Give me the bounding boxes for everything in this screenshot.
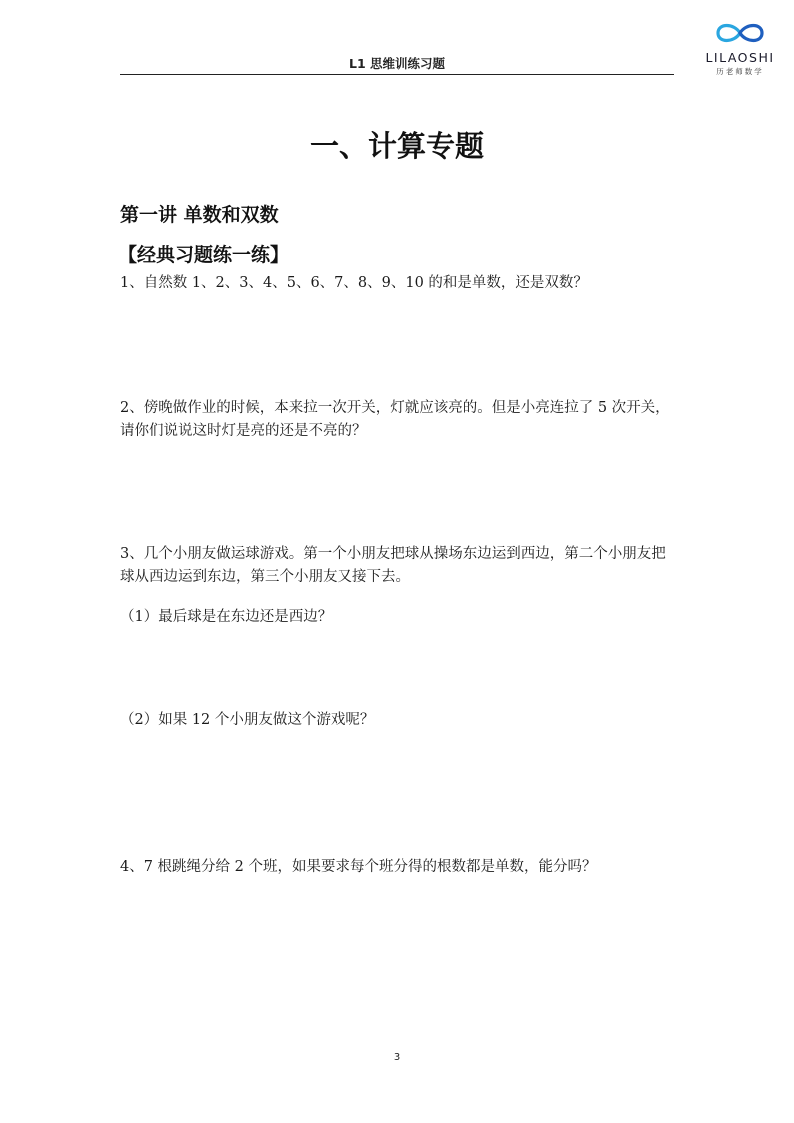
question-3-sub-2: （2）如果 12 个小朋友做这个游戏呢？ bbox=[120, 712, 375, 728]
infinity-logo-icon bbox=[710, 18, 770, 48]
question-3: 3、几个小朋友做运球游戏。第一个小朋友把球从操场东边运到西边，第二个小朋友把球从西边运到东边，第三个小朋友又接下去。 bbox=[120, 546, 666, 585]
logo-wordmark: LILAOSHI bbox=[705, 50, 775, 65]
lilaoshi-logo bbox=[700, 16, 780, 78]
lecture-title: 第一讲 单数和双数 bbox=[120, 204, 279, 226]
question-4: 4、7 根跳绳分给 2 个班，如果要求每个班分得的根数都是单数，能分吗？ bbox=[120, 859, 597, 875]
chapter-title: 一、计算专题 bbox=[309, 129, 484, 163]
logo-subtext: 历老师数学 bbox=[716, 67, 764, 76]
header-title: L1 思维训练习题 bbox=[348, 56, 445, 71]
page-number: 3 bbox=[393, 1052, 401, 1063]
question-2: 2、傍晚做作业的时候，本来拉一次开关，灯就应该亮的。但是小亮连拉了 5 次开关，请你们说说这时灯是亮的还是不亮的？ bbox=[120, 400, 670, 439]
section-title: 【经典习题练一练】 bbox=[118, 244, 290, 266]
header-rule bbox=[120, 74, 674, 75]
question-3-sub-1: （1）最后球是在东边还是西边？ bbox=[120, 609, 333, 625]
question-1: 1、自然数 1、2、3、4、5、6、7、8、9、10 的和是单数，还是双数？ bbox=[120, 275, 588, 291]
